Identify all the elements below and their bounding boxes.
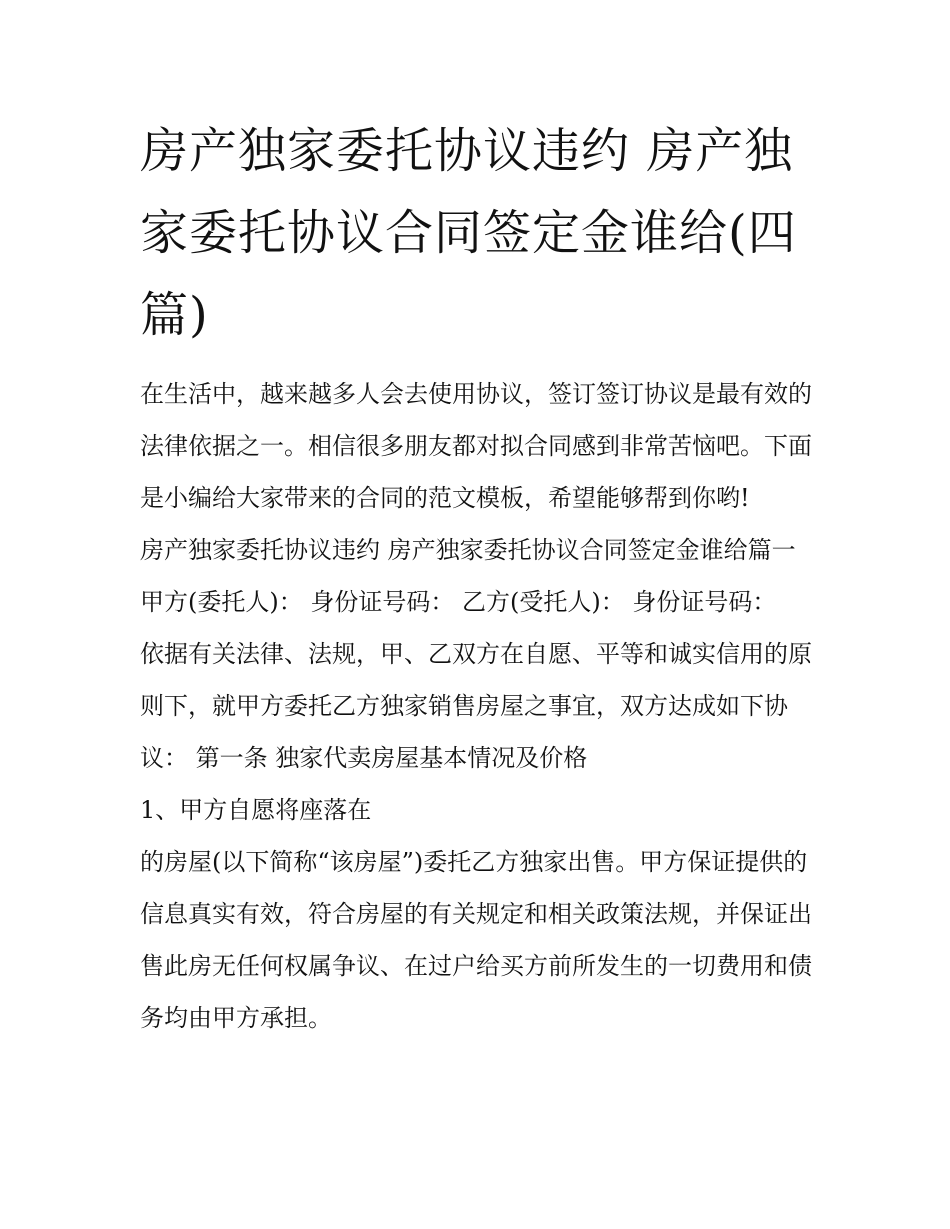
principle-paragraph: 依据有关法律、法规，甲、乙双方在自愿、平等和诚实信用的原则下，就甲方委托乙方独家销售房屋之事宜，双方达成如下协议： 第一条 独家代卖房屋基本情况及价格: [140, 640, 812, 772]
item-1-body: 的房屋(以下简称“该房屋”)委托乙方独家出售。甲方保证提供的信息真实有效，符合房屋的有关规定和相关政策法规，并保证出售此房无任何权属争议、在过户给买方前所发生的一切费用和债务均由甲方承担。: [140, 848, 812, 1032]
document-title: 房产独家委托协议违约 房产独家委托协议合同签定金谁给(四篇): [140, 123, 797, 343]
section-heading: 房产独家委托协议违约 房产独家委托协议合同签定金谁给篇一 甲方(委托人)： 身份证号码： 乙方(受托人)： 身份证号码：: [140, 536, 796, 616]
document-page: [140, 110, 820, 1044]
intro-paragraph: 在生活中，越来越多人会去使用协议，签订签订协议是最有效的法律依据之一。相信很多朋友都对拟合同感到非常苦恼吧。下面是小编给大家带来的合同的范文模板，希望能够帮到你哟!: [140, 380, 812, 512]
item-1-lead: 1、甲方自愿将座落在: [140, 796, 372, 824]
